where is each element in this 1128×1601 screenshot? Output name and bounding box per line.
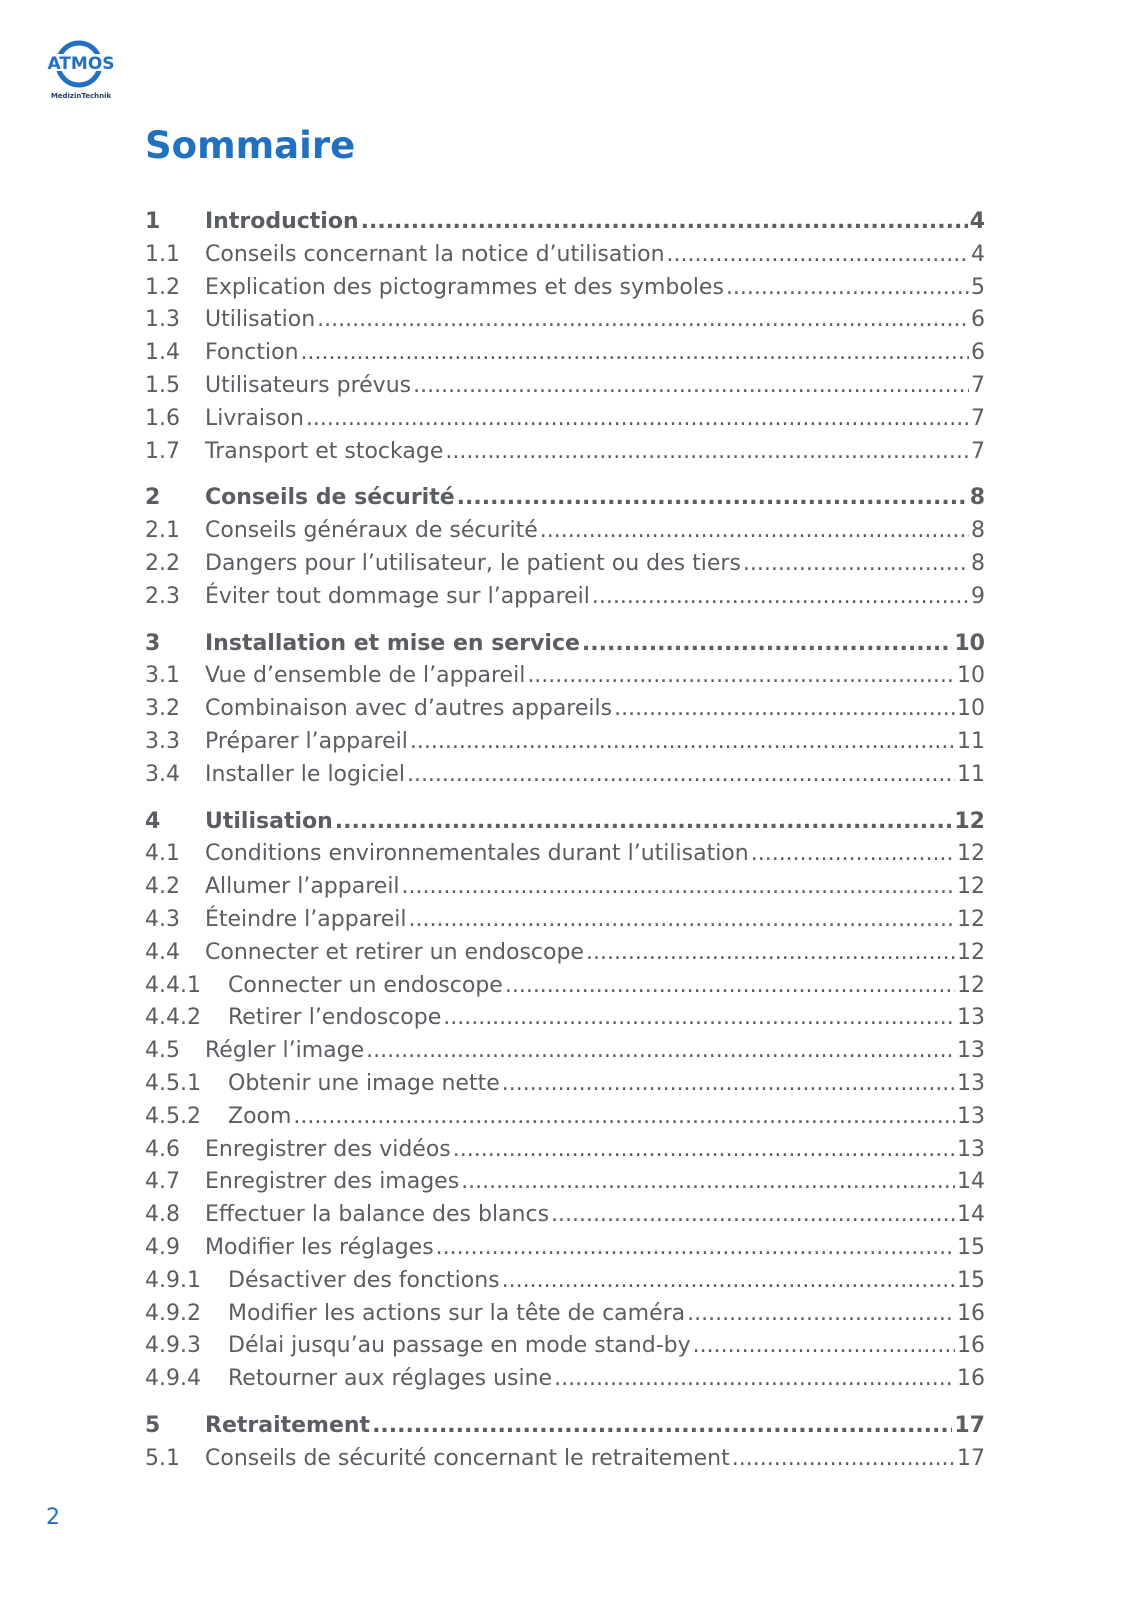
toc-number: 4.9	[145, 1234, 180, 1260]
toc-leader-dots	[554, 1363, 955, 1396]
toc-section-row[interactable]	[145, 1166, 985, 1199]
toc-section-row[interactable]	[145, 1199, 985, 1232]
toc-section	[145, 806, 985, 1396]
toc-number: 5	[145, 1412, 161, 1438]
toc-title: Modifier les actions sur la tête de caméra	[228, 1300, 686, 1326]
toc-number: 5.1	[145, 1445, 180, 1471]
toc-section-row[interactable]	[145, 403, 985, 436]
toc-subsection-row[interactable]	[145, 1363, 985, 1396]
toc-subsection-row[interactable]	[145, 1330, 985, 1363]
toc-page: 9	[971, 583, 985, 609]
toc-page: 6	[971, 307, 985, 333]
toc-section-row[interactable]	[145, 660, 985, 693]
toc-page: 8	[971, 550, 985, 576]
toc-number: 4.4.1	[145, 972, 201, 998]
toc-page: 17	[954, 1412, 985, 1438]
toc-section-row[interactable]	[145, 871, 985, 904]
toc-number: 4.3	[145, 906, 180, 932]
toc-page: 12	[957, 939, 985, 965]
toc-chapter-row[interactable]	[145, 628, 985, 661]
toc-page: 7	[971, 372, 985, 398]
toc-page: 13	[957, 1136, 985, 1162]
toc-page: 11	[957, 761, 985, 787]
toc-leader-dots	[402, 871, 955, 904]
toc-title: Délai jusqu’au passage en mode stand-by	[228, 1333, 691, 1359]
toc-leader-dots	[301, 337, 969, 370]
toc-section-row[interactable]	[145, 726, 985, 759]
toc-subsection-row[interactable]	[145, 1265, 985, 1298]
toc-page: 14	[957, 1202, 985, 1228]
toc-title: Installer le logiciel	[205, 761, 405, 787]
toc-number: 3	[145, 630, 161, 656]
toc-section-row[interactable]	[145, 239, 985, 272]
toc-chapter-row[interactable]	[145, 206, 985, 239]
toc-number: 4.5	[145, 1038, 180, 1064]
toc-page: 12	[957, 972, 985, 998]
toc-number: 2.3	[145, 583, 180, 609]
toc-title: Enregistrer des images	[205, 1169, 460, 1195]
toc-number: 1.1	[145, 241, 180, 267]
toc-number: 1.4	[145, 340, 180, 366]
toc-number: 2.1	[145, 518, 180, 544]
toc-subsection-row[interactable]	[145, 1002, 985, 1035]
toc-number: 1.6	[145, 405, 180, 431]
toc-title: Conditions environnementales durant l’utilisation	[205, 841, 749, 867]
toc-number: 3.2	[145, 696, 180, 722]
toc-subsection-row[interactable]	[145, 1068, 985, 1101]
toc-page: 16	[957, 1366, 985, 1392]
toc-page: 13	[957, 1038, 985, 1064]
toc-leader-dots	[693, 1330, 955, 1363]
toc-number: 4.9.1	[145, 1267, 201, 1293]
toc-number: 4.9.3	[145, 1333, 201, 1359]
toc-chapter-row[interactable]	[145, 482, 985, 515]
toc-leader-dots	[586, 937, 955, 970]
toc-number: 4.4	[145, 939, 180, 965]
toc-title: Vue d’ensemble de l’appareil	[205, 663, 526, 689]
toc-number: 4	[145, 808, 161, 834]
toc-title: Préparer l’appareil	[205, 728, 408, 754]
toc-section	[145, 1410, 985, 1476]
toc-leader-dots	[407, 759, 955, 792]
toc-leader-dots	[436, 1232, 955, 1265]
toc-leader-dots	[505, 970, 955, 1003]
toc-page: 13	[957, 1005, 985, 1031]
toc-page: 12	[954, 808, 985, 834]
toc-section	[145, 206, 985, 468]
toc-title: Retirer l’endoscope	[228, 1005, 442, 1031]
toc-title: Retourner aux réglages usine	[228, 1366, 553, 1392]
toc-leader-dots	[335, 806, 953, 839]
toc-leader-dots	[461, 1166, 955, 1199]
toc-page: 10	[954, 630, 985, 656]
toc-page: 10	[957, 663, 985, 689]
toc-leader-dots	[457, 482, 968, 515]
toc-subsection-row[interactable]	[145, 970, 985, 1003]
toc-page: 4	[971, 241, 985, 267]
toc-page: 10	[957, 696, 985, 722]
toc-page: 7	[971, 405, 985, 431]
toc-section-row[interactable]	[145, 693, 985, 726]
toc-leader-dots	[687, 1298, 955, 1331]
toc-title: Effectuer la balance des blancs	[205, 1202, 550, 1228]
toc-leader-dots	[592, 581, 969, 614]
toc-title: Éviter tout dommage sur l’appareil	[205, 583, 590, 609]
toc-leader-dots	[453, 1134, 955, 1167]
toc-number: 4.7	[145, 1169, 180, 1195]
toc-title: Dangers pour l’utilisateur, le patient ou des tiers	[205, 550, 741, 576]
toc-leader-dots	[614, 693, 955, 726]
toc-page: 12	[957, 841, 985, 867]
toc-number: 1.2	[145, 274, 180, 300]
toc-title: Désactiver des fonctions	[228, 1267, 500, 1293]
toc-number: 4.9.4	[145, 1366, 201, 1392]
toc-page: 14	[957, 1169, 985, 1195]
toc-number: 2.2	[145, 550, 180, 576]
toc-section-row[interactable]	[145, 1035, 985, 1068]
toc-page: 12	[957, 906, 985, 932]
toc-title: Retraitement	[205, 1412, 371, 1438]
toc-title: Explication des pictogrammes et des symboles	[205, 274, 724, 300]
toc-leader-dots	[732, 1443, 955, 1476]
toc-number: 4.2	[145, 874, 180, 900]
toc-leader-dots	[317, 304, 969, 337]
toc-section-row[interactable]	[145, 370, 985, 403]
toc-page: 16	[957, 1300, 985, 1326]
toc-number: 1.7	[145, 438, 180, 464]
toc-number: 3.4	[145, 761, 180, 787]
toc-title: Régler l’image	[205, 1038, 365, 1064]
toc-leader-dots	[445, 436, 969, 469]
toc-leader-dots	[551, 1199, 955, 1232]
toc-page: 17	[957, 1445, 985, 1471]
toc-title: Modifier les réglages	[205, 1234, 434, 1260]
toc-leader-dots	[527, 660, 955, 693]
table-of-contents	[145, 206, 985, 1489]
toc-section-row[interactable]	[145, 838, 985, 871]
toc-section-row[interactable]	[145, 937, 985, 970]
toc-leader-dots	[366, 1035, 955, 1068]
toc-title: Allumer l’appareil	[205, 874, 400, 900]
toc-page: 12	[957, 874, 985, 900]
toc-leader-dots	[410, 726, 955, 759]
toc-page: 15	[957, 1267, 985, 1293]
toc-title: Enregistrer des vidéos	[205, 1136, 451, 1162]
toc-chapter-row[interactable]	[145, 806, 985, 839]
toc-leader-dots	[751, 838, 955, 871]
toc-title: Conseils de sécurité	[205, 485, 455, 511]
toc-leader-dots	[372, 1410, 952, 1443]
toc-number: 1.5	[145, 372, 180, 398]
toc-page: 15	[957, 1234, 985, 1260]
toc-number: 4.6	[145, 1136, 180, 1162]
toc-leader-dots	[667, 239, 969, 272]
toc-section-row[interactable]	[145, 337, 985, 370]
toc-number: 2	[145, 485, 161, 511]
toc-page: 6	[971, 340, 985, 366]
toc-section-row[interactable]	[145, 1443, 985, 1476]
toc-number: 4.9.2	[145, 1300, 201, 1326]
toc-title: Combinaison avec d’autres appareils	[205, 696, 613, 722]
toc-section	[145, 482, 985, 613]
toc-title: Zoom	[228, 1103, 292, 1129]
toc-page: 16	[957, 1333, 985, 1359]
toc-leader-dots	[502, 1265, 955, 1298]
toc-leader-dots	[409, 904, 956, 937]
toc-number: 4.5.2	[145, 1103, 201, 1129]
toc-title: Connecter un endoscope	[228, 972, 503, 998]
toc-title: Conseils généraux de sécurité	[205, 518, 538, 544]
toc-section-row[interactable]	[145, 272, 985, 305]
toc-section-row[interactable]	[145, 1232, 985, 1265]
toc-number: 3.1	[145, 663, 180, 689]
toc-page: 8	[969, 485, 985, 511]
toc-title: Obtenir une image nette	[228, 1070, 500, 1096]
page-title: Sommaire	[145, 124, 356, 167]
atmos-logo-icon	[44, 34, 118, 94]
toc-title: Éteindre l’appareil	[205, 906, 407, 932]
toc-leader-dots	[413, 370, 969, 403]
toc-leader-dots	[361, 206, 968, 239]
toc-title: Utilisateurs prévus	[205, 372, 412, 398]
toc-section-row[interactable]	[145, 304, 985, 337]
toc-leader-dots	[743, 548, 969, 581]
toc-page: 13	[957, 1103, 985, 1129]
toc-title: Transport et stockage	[205, 438, 444, 464]
toc-section-row[interactable]	[145, 1134, 985, 1167]
toc-chapter-row[interactable]	[145, 1410, 985, 1443]
toc-leader-dots	[726, 272, 969, 305]
toc-page: 11	[957, 728, 985, 754]
toc-leader-dots	[540, 515, 969, 548]
logo-text: ATMOS	[47, 54, 115, 74]
toc-subsection-row[interactable]	[145, 1101, 985, 1134]
page-number: 2	[46, 1505, 60, 1530]
toc-number: 4.4.2	[145, 1005, 201, 1031]
toc-number: 4.1	[145, 841, 180, 867]
toc-leader-dots	[306, 403, 969, 436]
toc-page: 13	[957, 1070, 985, 1096]
toc-title: Fonction	[205, 340, 299, 366]
logo-subtext: MedizinTechnik	[50, 92, 112, 100]
toc-leader-dots	[443, 1002, 955, 1035]
toc-number: 4.8	[145, 1202, 180, 1228]
toc-title: Conseils de sécurité concernant le retraitement	[205, 1445, 730, 1471]
toc-leader-dots	[582, 628, 952, 661]
toc-page: 4	[969, 209, 985, 234]
toc-section	[145, 628, 985, 792]
toc-page: 5	[971, 274, 985, 300]
toc-section-row[interactable]	[145, 436, 985, 469]
toc-title: Utilisation	[205, 808, 333, 834]
toc-page: 8	[971, 518, 985, 544]
toc-number: 1.3	[145, 307, 180, 333]
toc-page: 7	[971, 438, 985, 464]
toc-title: Introduction	[205, 209, 359, 234]
toc-section-row[interactable]	[145, 759, 985, 792]
toc-section-row[interactable]	[145, 904, 985, 937]
toc-leader-dots	[502, 1068, 955, 1101]
toc-section-row[interactable]	[145, 548, 985, 581]
toc-title: Utilisation	[205, 307, 316, 333]
toc-title: Livraison	[205, 405, 304, 431]
toc-number: 3.3	[145, 728, 180, 754]
toc-number: 1	[145, 209, 161, 234]
toc-number: 4.5.1	[145, 1070, 201, 1096]
toc-subsection-row[interactable]	[145, 1298, 985, 1331]
toc-section-row[interactable]	[145, 515, 985, 548]
toc-leader-dots	[293, 1101, 955, 1134]
toc-title: Installation et mise en service	[205, 630, 580, 656]
toc-title: Conseils concernant la notice d’utilisation	[205, 241, 665, 267]
toc-title: Connecter et retirer un endoscope	[205, 939, 584, 965]
toc-section-row[interactable]	[145, 581, 985, 614]
